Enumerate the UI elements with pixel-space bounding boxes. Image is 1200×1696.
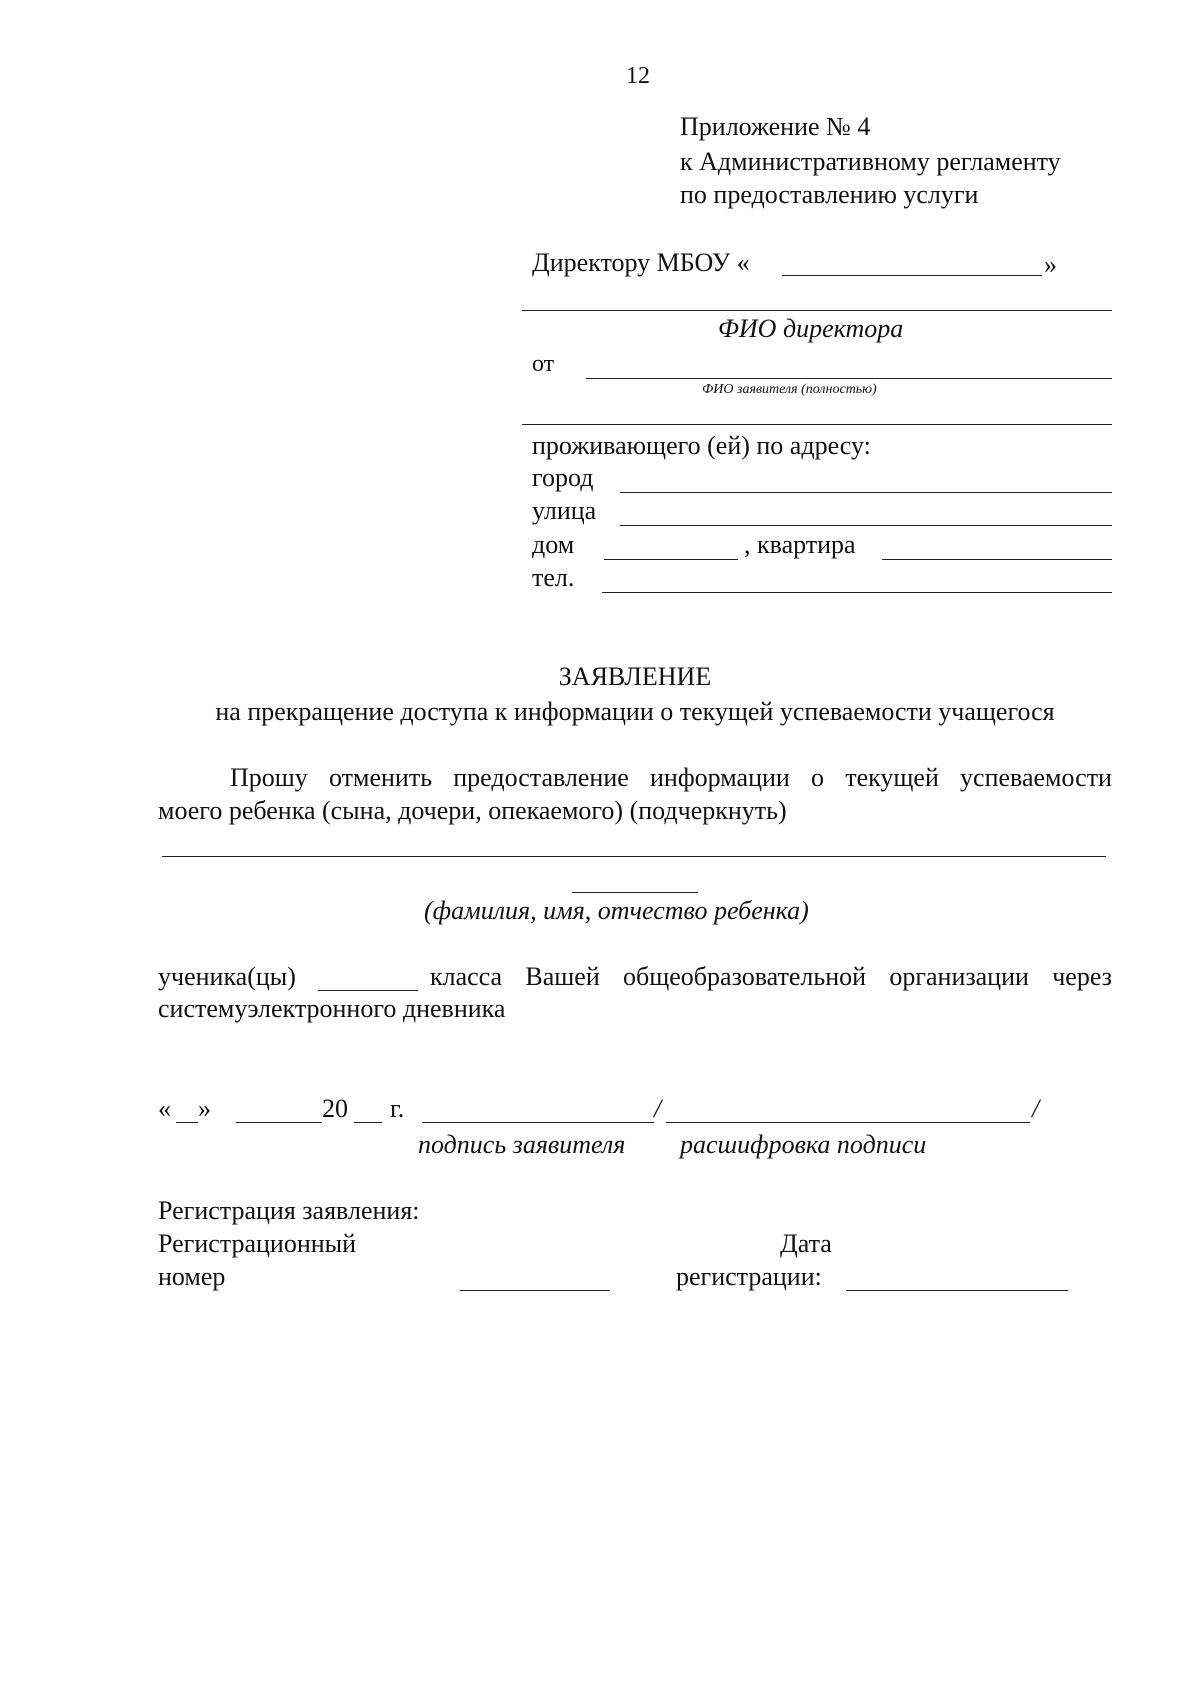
request-line-2: моего ребенка (сына, дочери, опекаемого) (подчеркнуть) bbox=[158, 796, 787, 825]
date-close-quote: » bbox=[198, 1094, 211, 1123]
student-word: класса bbox=[430, 962, 503, 991]
appendix-title: Приложение № 4 bbox=[680, 112, 871, 141]
applicant-signature-blank[interactable] bbox=[422, 1122, 654, 1123]
document-title: ЗАЯВЛЕНИЕ bbox=[558, 662, 712, 691]
registration-number-blank[interactable] bbox=[460, 1290, 610, 1291]
document-subtitle: на прекращение доступа к информации о текущей успеваемости учащегося bbox=[215, 697, 1055, 726]
house-label: дом bbox=[532, 530, 575, 559]
phone-label: тел. bbox=[532, 563, 575, 592]
date-open-quote: « bbox=[158, 1094, 171, 1123]
request-word: текущей bbox=[845, 763, 939, 792]
request-word: информации bbox=[650, 763, 790, 792]
child-name-blank-2[interactable] bbox=[572, 892, 698, 893]
street-label: улица bbox=[532, 496, 597, 525]
applicant-signature-caption: подпись заявителя bbox=[418, 1130, 626, 1159]
director-caption: ФИО директора bbox=[718, 314, 904, 343]
registration-date-label-1: Дата bbox=[780, 1229, 832, 1258]
day-blank[interactable] bbox=[176, 1122, 198, 1123]
student-word: Вашей bbox=[525, 962, 600, 991]
signature-transcript-blank[interactable] bbox=[666, 1122, 1030, 1123]
director-prefix: Директору МБОУ « bbox=[532, 248, 750, 277]
signature-slash-2: / bbox=[1032, 1094, 1040, 1123]
student-word: организации bbox=[889, 962, 1029, 991]
registration-number-label-2: номер bbox=[158, 1262, 226, 1291]
student-prefix: ученика(цы) bbox=[158, 962, 296, 991]
registration-date-blank[interactable] bbox=[846, 1290, 1068, 1291]
page-number: 12 bbox=[626, 63, 650, 89]
request-word: успеваемости bbox=[960, 763, 1112, 792]
request-word: предоставление bbox=[453, 763, 629, 792]
applicant-caption: ФИО заявителя (полностью) bbox=[702, 382, 877, 397]
phone-blank[interactable] bbox=[602, 592, 1112, 593]
year-suffix: г. bbox=[390, 1094, 405, 1123]
request-line-1 bbox=[230, 763, 1112, 793]
director-name-blank[interactable] bbox=[522, 310, 1112, 311]
applicant-name-blank[interactable] bbox=[586, 378, 1112, 379]
appendix-reference: к Административному регламенту bbox=[680, 147, 1061, 176]
request-word: отменить bbox=[328, 763, 433, 792]
year-prefix: 20 bbox=[322, 1094, 348, 1123]
registration-number-label-1: Регистрационный bbox=[158, 1229, 357, 1258]
registration-date-label-2: регистрации: bbox=[676, 1262, 822, 1291]
child-name-blank[interactable] bbox=[162, 856, 1106, 857]
student-word: общеобразовательной bbox=[623, 962, 867, 991]
city-blank[interactable] bbox=[620, 492, 1112, 493]
request-word: Прошу bbox=[230, 763, 308, 792]
year-blank[interactable] bbox=[354, 1122, 382, 1123]
child-caption: (фамилия, имя, отчество ребенка) bbox=[424, 896, 809, 925]
house-blank[interactable] bbox=[604, 559, 738, 560]
appendix-service: по предоставлению услуги bbox=[680, 180, 979, 209]
from-label: от bbox=[532, 351, 555, 377]
city-label: город bbox=[532, 463, 594, 492]
signature-slash-1: / bbox=[654, 1094, 662, 1123]
residing-label: проживающего (ей) по адресу: bbox=[532, 431, 871, 460]
director-suffix: » bbox=[1044, 250, 1057, 279]
request-word: о bbox=[811, 763, 825, 792]
school-name-blank[interactable] bbox=[782, 275, 1042, 276]
signature-transcript-caption: расшифровка подписи bbox=[680, 1130, 927, 1159]
month-blank[interactable] bbox=[236, 1122, 322, 1123]
apartment-label: , квартира bbox=[744, 530, 856, 559]
apartment-blank[interactable] bbox=[882, 559, 1112, 560]
registration-title: Регистрация заявления: bbox=[158, 1196, 420, 1225]
student-line-rest bbox=[430, 962, 1112, 992]
applicant-name-blank-2[interactable] bbox=[522, 424, 1112, 425]
student-line-2: системуэлектронного дневника bbox=[158, 994, 506, 1023]
student-word: через bbox=[1052, 962, 1112, 991]
street-blank[interactable] bbox=[620, 525, 1112, 526]
class-blank[interactable] bbox=[318, 990, 418, 991]
